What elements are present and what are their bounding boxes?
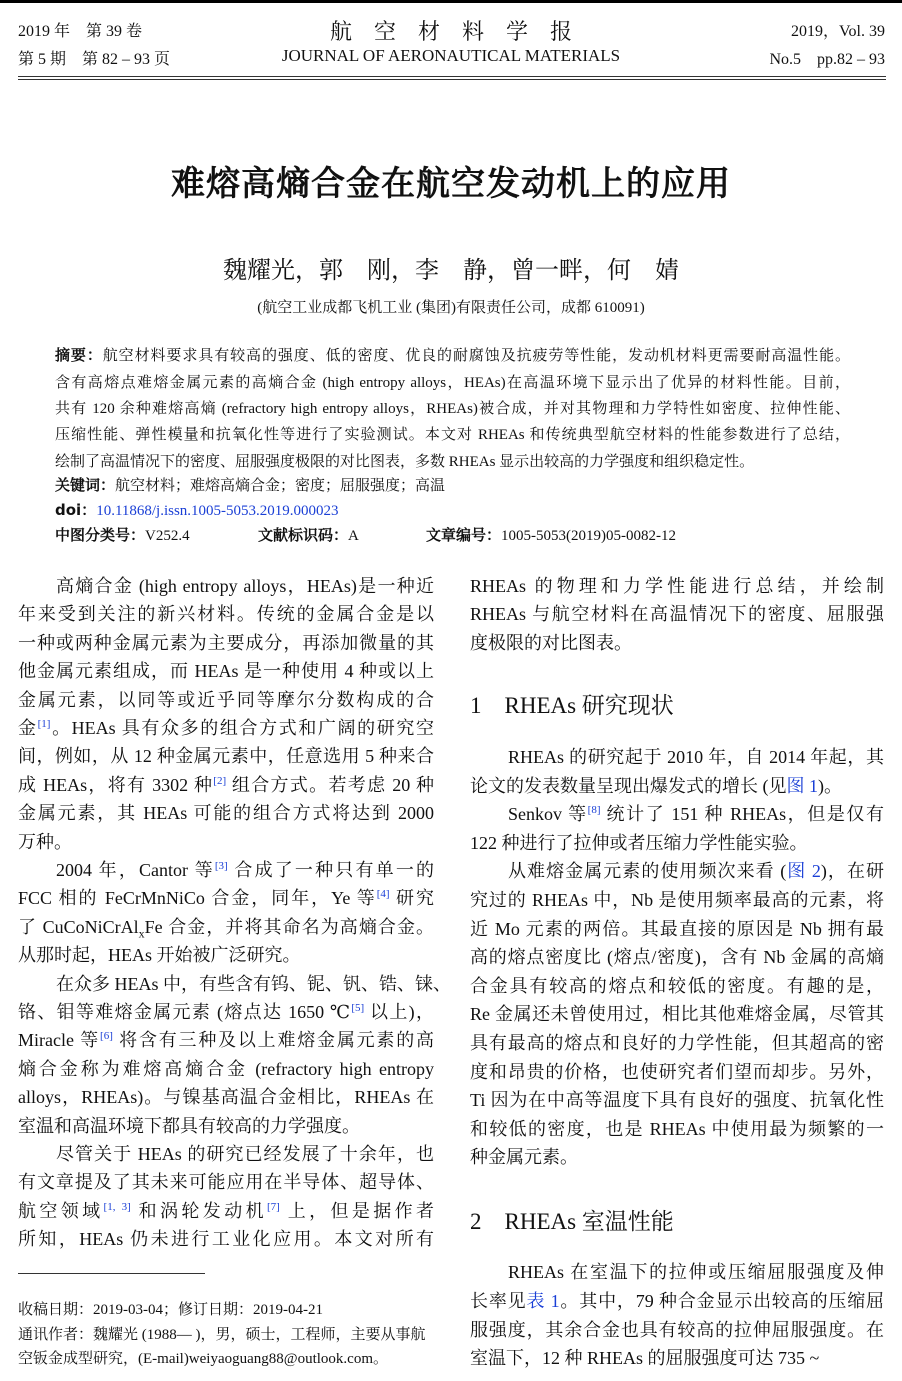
- text-line: [18, 857, 434, 883]
- text-line: [470, 801, 884, 827]
- doi-label: doi：: [55, 501, 97, 519]
- text-line: [470, 916, 884, 942]
- text-run: 度和昂贵的价格，也使研究者们望而却步。另外，: [470, 1062, 884, 1082]
- text-run: 具有最高的熔点和良好的力学性能，但其超高的密: [470, 1033, 884, 1053]
- text-run: 合成了一种只有单一的: [227, 860, 434, 880]
- text-line: [18, 829, 434, 855]
- text-run: 研究: [389, 888, 435, 908]
- text-run: 从难熔金属元素的使用频次来看 (: [508, 861, 787, 881]
- text-line: [18, 658, 434, 684]
- text-run: 度极限的对比图表。: [470, 633, 632, 653]
- text-run: 航空领域: [18, 1201, 104, 1221]
- text-line: [18, 573, 434, 599]
- citation-link[interactable]: [7]: [266, 1201, 280, 1213]
- keywords-text: 航空材料；难熔高熵合金；密度；屈服强度；高温: [115, 478, 446, 494]
- text-run: Re 金属还未曾使用过，相比其他难熔金属，尽管其: [470, 1004, 884, 1024]
- text-line: [18, 971, 451, 997]
- abstract-line: 绘制了高温情况下的密度、屈服强度极限的对比图表，多数 RHEAs 显示出较高的力学强度和组织稳定性。: [55, 454, 755, 470]
- footnote-dates: 收稿日期：2019-03-04；修订日期：2019-04-21: [18, 1302, 323, 1318]
- text-run: RHEAs 与航空材料在高温情况下的密度、屈服强: [470, 604, 884, 624]
- citation-link[interactable]: [3]: [214, 860, 228, 872]
- citation-link[interactable]: [2]: [213, 775, 227, 787]
- footnote-rule: [18, 1273, 205, 1274]
- text-line: [18, 1226, 434, 1252]
- text-run: 一种或两种金属元素为主要成分，再添加微量的其: [18, 633, 434, 653]
- text-run: 和涡轮发动机: [130, 1201, 267, 1221]
- text-run: 上，但是据作者: [279, 1201, 435, 1221]
- text-run: 组合方式。若考虑 20 种: [226, 775, 435, 795]
- footnote-author: 通讯作者：魏耀光 (1988— )，男，硕士，工程师，主要从事航: [18, 1327, 426, 1343]
- doc-code-value: A: [348, 528, 359, 544]
- text-line: [18, 1056, 434, 1082]
- text-line: [18, 1113, 434, 1139]
- doi-link[interactable]: 10.11868/j.issn.1005-5053.2019.000023: [96, 503, 339, 519]
- section-1-heading: 1 RHEAs 研究现状: [470, 693, 674, 718]
- abstract-label: 摘要：: [55, 346, 103, 364]
- figure-table-link[interactable]: 图 1: [786, 776, 818, 796]
- citation-link[interactable]: [8]: [587, 804, 601, 816]
- text-run: 近 Mo 元素的两倍。其最直接的原因是 Nb 拥有最: [470, 919, 884, 939]
- article-number-label: 文章编号：: [426, 526, 502, 544]
- header-year-vol: 2019，Vol. 39: [791, 23, 885, 40]
- keywords-label: 关键词：: [55, 476, 116, 494]
- section-2-heading: 2 RHEAs 室温性能: [470, 1209, 674, 1234]
- text-line: [470, 744, 884, 770]
- clc-value: V252.4: [145, 528, 190, 544]
- text-line: [470, 773, 884, 799]
- text-line: [470, 973, 884, 999]
- text-line: [18, 885, 434, 911]
- text-line: [470, 573, 884, 599]
- text-line: [18, 743, 434, 769]
- text-line: [18, 999, 434, 1025]
- text-line: [470, 1317, 884, 1343]
- text-run: 他金属元素组成，而 HEAs 是一种使用 4 种或以上: [18, 661, 434, 681]
- doc-code-label: 文献标识码：: [258, 526, 349, 544]
- text-run: 室温下，12 种 RHEAs 的屈服强度可达 735 ~: [470, 1348, 820, 1368]
- journal-title-en: JOURNAL OF AERONAUTICAL MATERIALS: [281, 46, 621, 65]
- text-run: 合金具有较高的熔点和较低的密度。有趣的是，: [470, 976, 884, 996]
- authors: 魏耀光，郭 刚，李 静，曾一畔，何 婧: [223, 258, 679, 284]
- text-line: [470, 858, 884, 884]
- figure-table-link[interactable]: 图 2: [786, 861, 821, 881]
- text-run: 高熵合金 (high entropy alloys，HEAs)是一种近: [56, 576, 434, 596]
- text-run: Fe 合金，并将其命名为高熵合金。: [144, 917, 435, 937]
- abstract-text: 航空材料要求具有较高的强度、低的密度、优良的耐腐蚀及抗疲劳等性能，发动机材料更需要耐高温性能。: [102, 348, 850, 364]
- citation-link[interactable]: [4]: [376, 888, 390, 900]
- abstract-line: 含有高熔点难熔金属元素的高熵合金 (high entropy alloys，HEAs)在高温环境下显示出了优异的材料性能。目前，: [55, 375, 850, 391]
- text-run: 。其中，79 种合金显示出较高的压缩屈: [559, 1291, 885, 1311]
- text-run: 熵合金称为难熔高熵合金 (refractory high entropy: [18, 1059, 434, 1079]
- text-run: 室温和高温环境下都具有较高的力学强度。: [18, 1116, 360, 1136]
- article-number: [426, 524, 676, 545]
- text-line: [18, 772, 434, 798]
- text-run: 122 种进行了拉伸或者压缩力学性能实验。: [470, 833, 808, 853]
- text-line: [18, 687, 434, 713]
- text-run: 和较低的密度，也是 RHEAs 中使用最为频繁的一: [470, 1119, 884, 1139]
- text-run: 统计了 151 种 RHEAs，但是仅有: [600, 804, 884, 824]
- abstract-line: 共有 120 余种难熔高熵 (refractory high entropy alloys，RHEAs)被合成，并对其物理和力学特性如密度、拉伸性能、: [55, 401, 850, 417]
- text-run: 将含有三种及以上难熔金属元素的高: [112, 1030, 434, 1050]
- text-run: 了 CuCoNiCrAl: [18, 917, 139, 937]
- text-line: [470, 1345, 884, 1371]
- abstract-line: [55, 344, 850, 365]
- text-run: Ti 因为在中高等温度下具有良好的强度、抗氧化性: [470, 1090, 884, 1110]
- abstract-line: 压缩性能、弹性模量和抗氧化性等进行了实验测试。本文对 RHEAs 和传统典型航空材料的性能参数进行了总结，: [55, 427, 850, 443]
- text-line: [470, 887, 884, 913]
- text-run: 服强度，其余合金也具有较高的拉伸屈服强度。在: [470, 1320, 884, 1340]
- journal-title-cn: 航 空 材 料 学 报: [329, 19, 572, 44]
- figure-table-link[interactable]: 表 1: [526, 1291, 560, 1311]
- text-run: 在众多 HEAs 中，有些含有钨、铌、钒、锆、铼、: [56, 974, 451, 994]
- text-line: [470, 1059, 884, 1085]
- clc: [55, 524, 190, 545]
- text-run: 论文的发表数量呈现出爆发式的增长 (见: [470, 776, 787, 796]
- text-line: [470, 1259, 884, 1285]
- text-run: RHEAs 在室温下的拉伸或压缩屈服强度及伸: [508, 1262, 884, 1282]
- text-line: [470, 830, 884, 856]
- text-line: [470, 944, 884, 970]
- text-run: 金: [18, 718, 38, 738]
- keywords: [55, 474, 850, 495]
- text-run: )，在研: [820, 861, 885, 881]
- text-run: alloys，RHEAs)。与镍基高温合金相比，RHEAs 在: [18, 1087, 434, 1107]
- header-volume: 2019 年 第 39 卷: [18, 23, 143, 40]
- top-border: [0, 0, 902, 3]
- citation-link[interactable]: [1, 3]: [103, 1201, 131, 1213]
- text-run: 。HEAs 具有众多的组合方式和广阔的研究空: [50, 718, 435, 738]
- text-run: 万种。: [18, 832, 72, 852]
- text-line: [18, 601, 434, 627]
- subscript: x: [138, 926, 145, 941]
- text-run: 从那时起，HEAs 开始被广泛研究。: [18, 945, 301, 965]
- text-line: [18, 1198, 434, 1224]
- text-line: [18, 800, 434, 826]
- text-line: [470, 1116, 884, 1142]
- text-run: Miracle 等: [18, 1030, 101, 1050]
- citation-link[interactable]: [6]: [100, 1030, 113, 1042]
- text-line: [18, 1169, 434, 1195]
- header-no-pages: No.5 pp.82 – 93: [769, 51, 885, 68]
- doc-code: [258, 524, 359, 545]
- text-run: 铬、钼等难熔金属元素 (熔点达 1650 ℃: [18, 1002, 352, 1022]
- text-run: 成 HEAs，将有 3302 种: [18, 775, 214, 795]
- text-run: 种金属元素。: [470, 1147, 578, 1167]
- header-issue-pages: 第 5 期 第 82 – 93 页: [18, 51, 171, 68]
- text-run: Senkov 等: [508, 804, 588, 824]
- text-run: 金属元素，其 HEAs 可能的组合方式将达到 2000: [18, 803, 434, 823]
- text-line: [18, 1084, 434, 1110]
- text-line: [18, 1141, 434, 1167]
- text-line: [18, 914, 434, 940]
- text-run: 金属元素，以同等或近乎同等摩尔分数构成的合: [18, 690, 434, 710]
- text-run: 2004 年，Cantor 等: [56, 860, 215, 880]
- affiliation: (航空工业成都飞机工业 (集团)有限责任公司，成都 610091): [257, 300, 645, 316]
- text-run: 长率见: [470, 1291, 527, 1311]
- text-line: [470, 1030, 884, 1056]
- text-run: 所知，HEAs 仍未进行工业化应用。本文对所有: [18, 1229, 434, 1249]
- text-line: [470, 630, 884, 656]
- text-run: 间，例如，从 12 种金属元素中，任意选用 5 种来合: [18, 746, 434, 766]
- footnote-email: 空钣金成型研究，(E-mail)weiyaoguang88@outlook.com。: [18, 1351, 389, 1367]
- citation-link[interactable]: [1]: [37, 718, 51, 730]
- text-run: )。: [818, 776, 842, 796]
- text-line: [470, 1288, 884, 1314]
- text-line: [18, 630, 434, 656]
- text-run: RHEAs 的研究起于 2010 年，自 2014 年起，其: [508, 747, 884, 767]
- text-run: 有文章提及了其未来可能应用在半导体、超导体、: [18, 1172, 434, 1192]
- text-run: 年来受到关注的新兴材料。传统的金属合金是以: [18, 604, 434, 624]
- text-run: 尽管关于 HEAs 的研究已经发展了十余年，也: [56, 1144, 434, 1164]
- text-line: [470, 1001, 884, 1027]
- article-number-value: 1005-5053(2019)05-0082-12: [501, 528, 676, 544]
- text-line: [470, 601, 884, 627]
- clc-label: 中图分类号：: [55, 526, 146, 544]
- header-rule: [18, 79, 886, 80]
- paper-title: 难熔高熵合金在航空发动机上的应用: [171, 164, 731, 204]
- text-line: [470, 1087, 884, 1113]
- text-run: FCC 相的 FeCrMnNiCo 合金，同年，Ye 等: [18, 888, 377, 908]
- text-line: [470, 1144, 884, 1170]
- doi: [55, 499, 850, 520]
- text-run: 高的熔点密度比 (熔点/密度)，含有 Nb 金属的高熵: [470, 947, 884, 967]
- header-rule: [18, 76, 886, 77]
- text-line: [18, 942, 434, 968]
- text-line: [18, 1027, 434, 1053]
- text-run: 究过的 RHEAs 中，Nb 是使用频率最高的元素，将: [470, 890, 884, 910]
- citation-link[interactable]: [5]: [351, 1002, 365, 1014]
- text-run: RHEAs 的物理和力学性能进行总结，并绘制: [470, 576, 884, 596]
- text-run: 以上)，: [364, 1002, 434, 1022]
- text-line: [18, 715, 434, 741]
